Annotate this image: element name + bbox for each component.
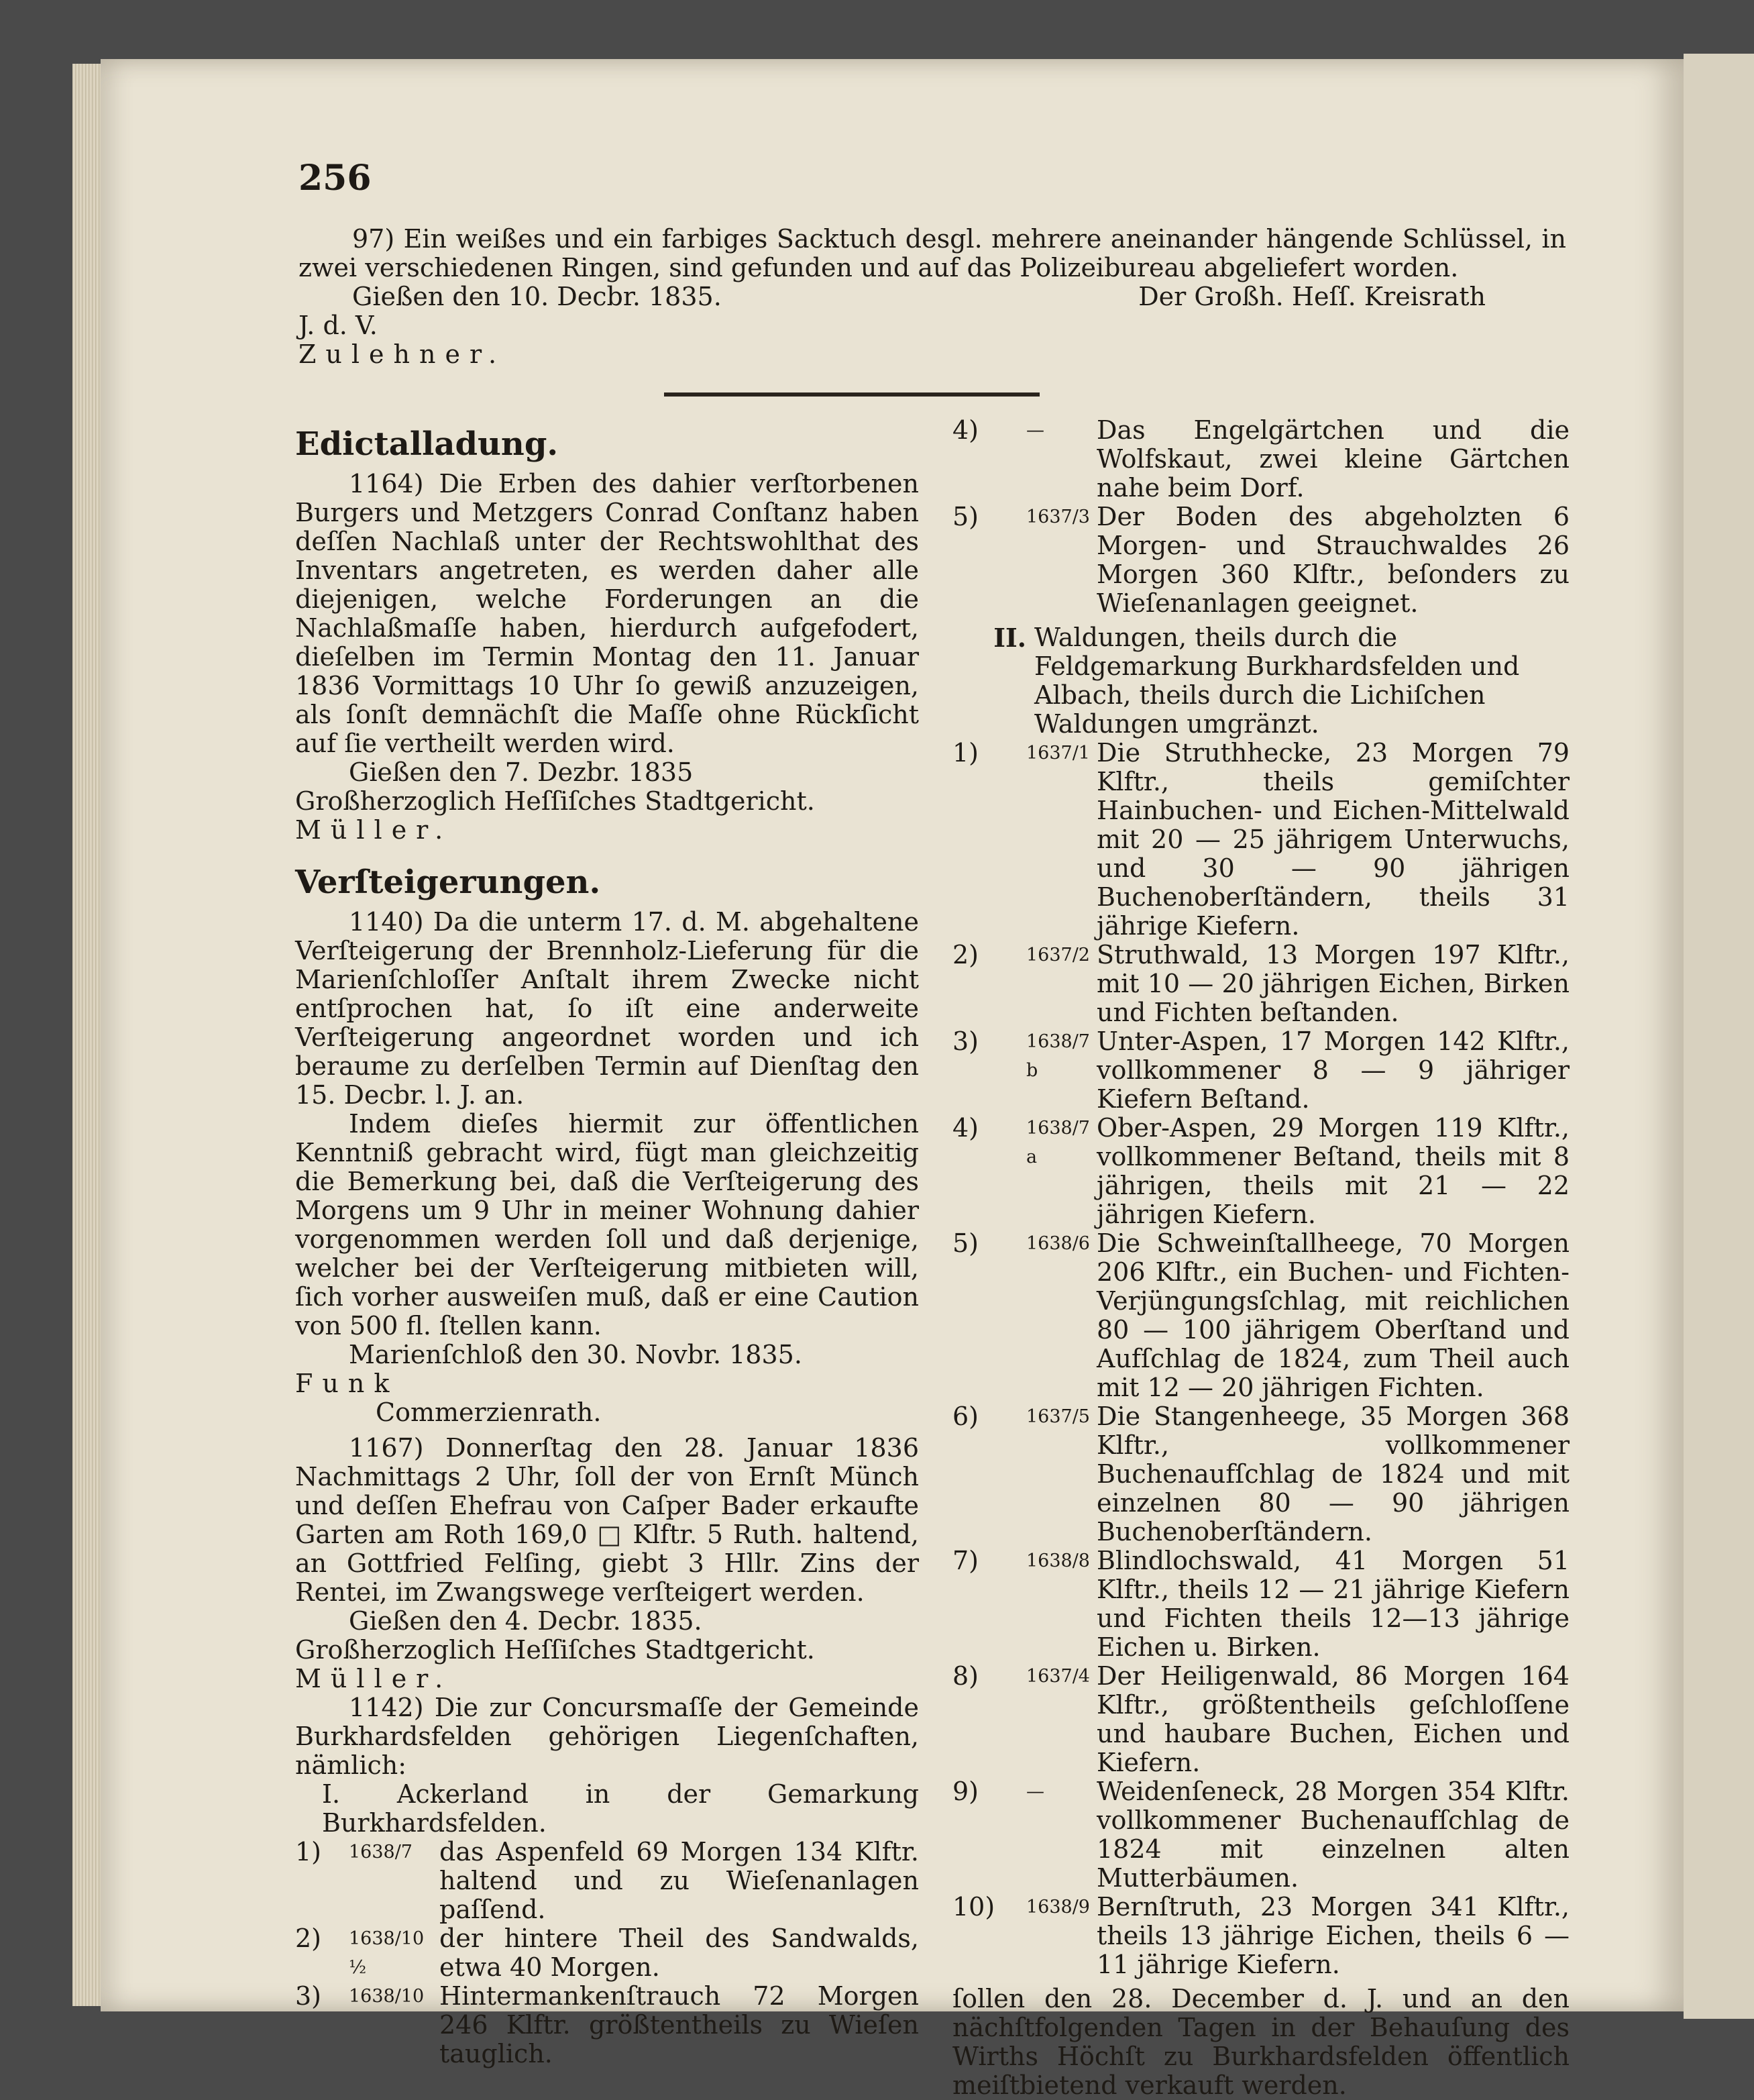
list-item — [952, 1662, 1570, 1777]
closing-text: ſollen den 28. December d. J. und an den nächſtfolgenden Tagen in der Behauſung des Wirths Höchſt zu Burkhardsfelden öffentlich meiſtbietend verkauft werden. — [952, 1984, 1570, 2100]
edict-text: 1164) Die Erben des dahier verſtorbenen Burgers und Metzgers Conrad Conſtanz haben deſſen Nachlaß unter der Rechtswohlthat des Inventars angetreten, es werden daher alle diejenigen, welche Forderungen an die Nachlaßmaſſe haben, hierdurch aufgefodert, dieſelben im Termin Montag den 11. Januar 1836 Vormittags 10 Uhr ſo gewiß anzuzeigen, als ſonſt demnächſt die Maſſe ohne Rückſicht auf ſie vertheilt werden wird. — [295, 469, 919, 758]
item-text: Die Struthhecke, 23 Morgen 79 Klftr., theils gemiſchter Hainbuchen- und Eichen-Mittelwald mit 20 — 25 jährigem Unterwuchs, und 30 — 90 jährigen Buchenoberſtändern, theils 31 jährige Kiefern. — [1097, 738, 1570, 941]
item-number: 5) — [952, 1228, 979, 1258]
item-parcel: 1638/9 — [1026, 1897, 1090, 1918]
item-number: 8) — [952, 1661, 979, 1691]
top-notice — [298, 225, 1566, 369]
item-text: Der Boden des abgeholzten 6 Morgen- und Strauchwaldes 26 Morgen 360 Klftr., beſonders zu Wieſenanlagen geeignet. — [1097, 502, 1570, 618]
item-number: 5) — [952, 502, 979, 531]
edict-sign: Müller. — [295, 815, 453, 845]
auction-1140-title: Commerzienrath. — [376, 1398, 602, 1427]
list-item — [952, 1229, 1570, 1402]
item-parcel: 1638/10 — [349, 1986, 425, 2007]
list-item — [295, 1838, 919, 1924]
auction-1142-text: 1142) Die zur Concursmaſſe der Gemeinde Burkhardsfelden gehörigen Liegenſchaften, nämlich: — [295, 1693, 919, 1780]
heading-versteigerungen: Verſteigerungen. — [295, 863, 601, 901]
list-item — [952, 1402, 1570, 1546]
auction-1167-text: 1167) Donnerſtag den 28. Januar 1836 Nachmittags 2 Uhr, ſoll der von Ernſt Münch und deſſen Ehefrau von Caſper Bader erkaufte Garten am Roth 169,0 □ Klftr. 5 Ruth. haltend, an Gottfried Felſing, giebt 3 Hllr. Zins der Rentei, im Zwangswege verſteigert werden. — [295, 1433, 919, 1607]
auction-1167-sign: Müller. — [295, 1664, 453, 1693]
notice-sign-deputy: J. d. V. — [298, 311, 378, 340]
item-number: 9) — [952, 1777, 979, 1806]
item-number: 3) — [295, 1981, 322, 2011]
item-parcel: 1638/6 — [1026, 1233, 1090, 1254]
item-parcel: 1638/7 b — [1026, 1031, 1090, 1081]
right-column — [952, 416, 1570, 2100]
list-item — [295, 1982, 919, 2068]
item-text: der hintere Theil des Sandwalds, etwa 40 Morgen. — [439, 1924, 919, 1982]
item-number: 2) — [952, 940, 979, 969]
section-ackerland: I. Ackerland in der Gemarkung Burkhardsfelden. — [322, 1779, 919, 1838]
list-item — [952, 416, 1570, 503]
item-parcel: 1638/10 ½ — [349, 1928, 425, 1978]
item-parcel: 1637/3 — [1026, 507, 1090, 527]
item-parcel: 1637/5 — [1026, 1406, 1090, 1427]
item-text: Hintermankenſtrauch 72 Morgen 246 Klftr. größtentheils zu Wieſen tauglich. — [439, 1981, 919, 2068]
item-parcel: — — [1026, 1781, 1044, 1802]
item-text: Weidenſeneck, 28 Morgen 354 Klftr. vollkommener Buchenaufſchlag de 1824 mit einzelnen alten Mutterbäumen. — [1097, 1777, 1570, 1893]
item-number: 6) — [952, 1402, 979, 1431]
list-item — [952, 1546, 1570, 1662]
section-number: II. — [993, 623, 1026, 653]
item-text: das Aspenfeld 69 Morgen 134 Klftr. haltend und zu Wieſenanlagen paſſend. — [439, 1837, 919, 1924]
item-parcel: 1637/4 — [1026, 1666, 1090, 1687]
notice-text: 97) Ein weißes und ein farbiges Sacktuch desgl. mehrere aneinander hängende Schlüssel, in zwei verschiedenen Ringen, sind gefunden und auf das Polizeibureau abgeliefert worden. — [298, 224, 1566, 282]
auction-1140-note: Indem dieſes hiermit zur öffentlichen Kenntniß gebracht wird, fügt man gleichzeitig die Bemerkung bei, daß die Verſteigerung des Morgens um 9 Uhr in meiner Wohnung dahier vorgenommen werden ſoll und daß derjenige, welcher bei der Verſteigerung mitbieten will, ſich vorher ausweiſen muß, daß er eine Caution von 500 fl. ſtellen kann. — [295, 1109, 919, 1341]
list-item — [295, 1924, 919, 1982]
edict-date: Gießen den 7. Dezbr. 1835 — [349, 757, 694, 787]
page-number: 256 — [298, 158, 372, 199]
item-number: 10) — [952, 1892, 995, 1922]
item-text: Blindlochswald, 41 Morgen 51 Klftr., theils 12 — 21 jährige Kiefern und Fichten theils 12—13 jährige Eichen u. Birken. — [1097, 1546, 1570, 1662]
heading-edictalladung: Edictalladung. — [295, 425, 559, 463]
list-item — [952, 1027, 1570, 1114]
item-parcel: 1637/2 — [1026, 945, 1090, 965]
item-parcel: 1638/7 — [349, 1842, 413, 1862]
list-item — [952, 739, 1570, 941]
item-number: 7) — [952, 1546, 979, 1575]
item-text: Ober-Aspen, 29 Morgen 119 Klftr., vollkommener Beſtand, theils mit 8 jährigen, theils mit 21 — 22 jährigen Kiefern. — [1097, 1113, 1570, 1229]
list-item — [952, 1114, 1570, 1229]
item-number: 4) — [952, 415, 979, 445]
item-text: Der Heiligenwald, 86 Morgen 164 Klftr., größtentheils geſchloſſene und haubare Buchen, Eichen und Kiefern. — [1097, 1661, 1570, 1777]
section-waldungen — [952, 623, 1570, 739]
item-text: Struthwald, 13 Morgen 197 Klftr., mit 10 — 20 jährigen Eichen, Birken und Fichten beſtanden. — [1097, 940, 1570, 1027]
left-column — [295, 416, 919, 2068]
auction-1140-text: 1140) Da die unterm 17. d. M. abgehaltene Verſteigerung der Brennholz-Lieferung für die Marienſchloſſer Anſtalt ihrem Zwecke nicht entſprochen hat, ſo iſt eine anderweite Verſteigerung angeordnet worden und ich beraume zu derſelben Termin auf Dienſtag den 15. Decbr. l. J. an. — [295, 907, 919, 1110]
adjacent-page — [1684, 54, 1754, 2019]
item-text: Bernſtruth, 23 Morgen 341 Klftr., theils 13 jährige Eichen, theils 6 — 11 jährige Kiefern. — [1097, 1892, 1570, 1979]
list-item — [952, 1893, 1570, 1979]
item-number: 2) — [295, 1924, 322, 1953]
item-text: Unter-Aspen, 17 Morgen 142 Klftr., vollkommener 8 — 9 jähriger Kiefern Beſtand. — [1097, 1027, 1570, 1114]
auction-1140-date: Marienſchloß den 30. Novbr. 1835. — [349, 1340, 802, 1369]
item-parcel: — — [1026, 420, 1044, 441]
list-item — [952, 1777, 1570, 1893]
item-number: 1) — [295, 1837, 322, 1867]
auction-1167-date: Gießen den 4. Decbr. 1835. — [349, 1606, 702, 1636]
item-number: 3) — [952, 1027, 979, 1056]
item-number: 4) — [952, 1113, 979, 1143]
auction-1140-sign: Funk — [295, 1369, 399, 1398]
item-text: Die Schweinſtallheege, 70 Morgen 206 Klftr., ein Buchen- und Fichten-Verjüngungsſchlag, mit reichlichen 80 — 100 jährigem Oberſtand und Aufſchlag de 1824, zum Theil auch mit 12 — 20 jährigen Fichten. — [1097, 1228, 1570, 1402]
notice-sign-name: Zulehner. — [298, 339, 506, 369]
item-parcel: 1638/8 — [1026, 1551, 1090, 1571]
section-divider — [664, 392, 1040, 397]
auction-1167-court: Großherzoglich Heſſiſches Stadtgericht. — [295, 1635, 815, 1665]
edict-court: Großherzoglich Heſſiſches Stadtgericht. — [295, 786, 815, 816]
notice-sign-office: Der Großh. Heſſ. Kreisrath — [1138, 282, 1486, 311]
item-number: 1) — [952, 738, 979, 768]
list-item — [952, 941, 1570, 1027]
notice-date: Gießen den 10. Decbr. 1835. — [352, 282, 722, 311]
item-text: Das Engelgärtchen und die Wolfskaut, zwei kleine Gärtchen nahe beim Dorf. — [1097, 415, 1570, 503]
item-parcel: 1638/7 a — [1026, 1118, 1090, 1167]
item-text: Die Stangenheege, 35 Morgen 368 Klftr., vollkommener Buchenaufſchlag de 1824 und mit einzelnen 80 — 90 jährigen Buchenoberſtändern. — [1097, 1402, 1570, 1546]
list-item — [952, 503, 1570, 618]
item-parcel: 1637/1 — [1026, 743, 1090, 764]
section-text: Waldungen, theils durch die Feldgemarkung Burkhardsfelden und Albach, theils durch die Lichiſchen Waldungen umgränzt. — [1034, 623, 1520, 739]
